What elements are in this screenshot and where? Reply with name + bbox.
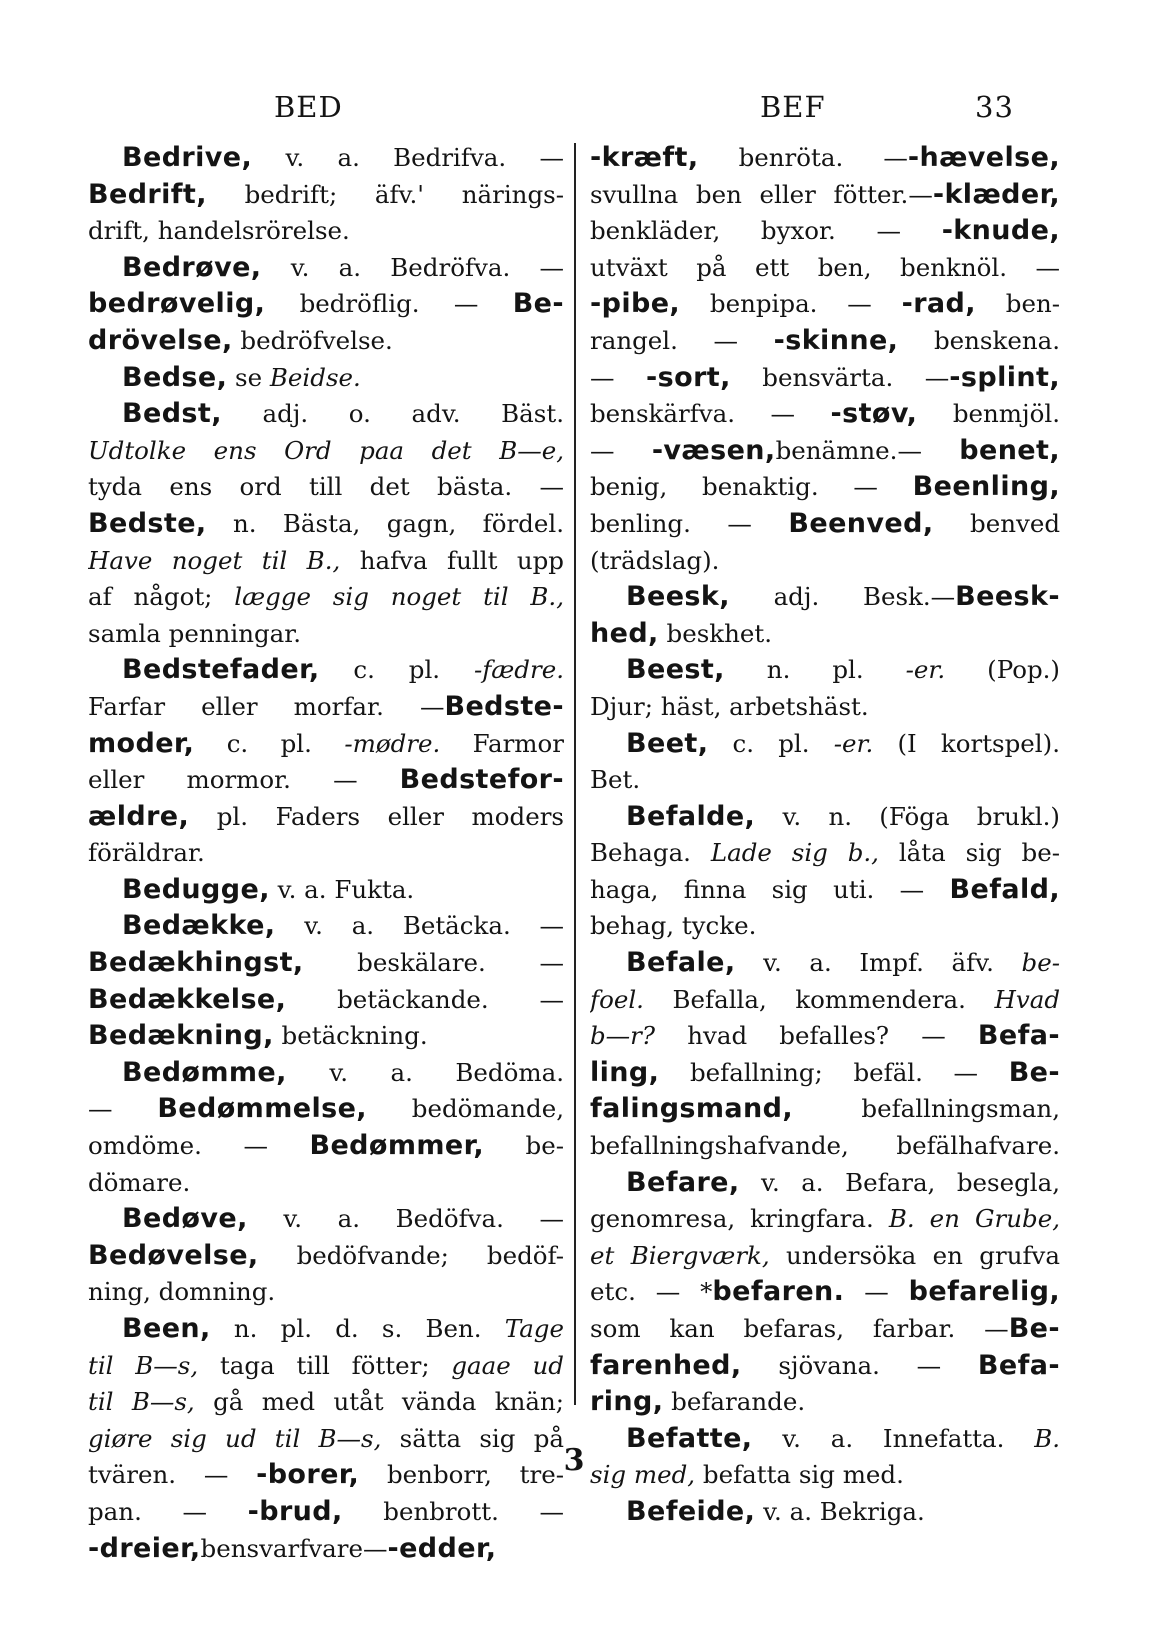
text-line: Bedækkelse, betäckande. —	[88, 983, 564, 1015]
text-line: ring, befarande.	[590, 1386, 806, 1418]
text-line: b—r? hvad befalles? — Befa-	[590, 1020, 1060, 1052]
text-line: Bedrive, v. a. Bedrifva. —	[122, 142, 564, 173]
text-line: -kræft, benröta. —-hævelse,	[590, 142, 1060, 173]
text-line: Beesk, adj. Besk.—Beesk-	[626, 581, 1060, 613]
text-line: som kan befaras, farbar. —Be-	[590, 1313, 1060, 1344]
text-line: ældre, pl. Faders eller moders	[88, 800, 564, 832]
text-line: benling. — Beenved, benved	[590, 507, 1060, 539]
text-line: falingsmand, befallningsman,	[590, 1093, 1060, 1125]
text-line: — -sort, bensvärta. —-splint,	[590, 361, 1060, 393]
text-line: -dreier,bensvarfvare—-edder,	[88, 1532, 497, 1564]
text-line: Been, n. pl. d. s. Ben. Tage	[122, 1313, 564, 1344]
text-line: tyda ens ord till det bästa. —	[88, 472, 564, 502]
text-line: eller mormor. — Bedstefor-	[88, 764, 564, 796]
text-line: til B—s, gå med utåt vända knän;	[88, 1387, 564, 1417]
text-line: foel. Befalla, kommendera. Hvad	[590, 984, 1060, 1014]
text-line: hed, beskhet.	[590, 617, 773, 649]
text-line: Bedrift, bedrift; äfv.' närings-	[88, 178, 564, 210]
text-line: etc. — *befaren. — befarelig,	[590, 1276, 1060, 1308]
text-line: Bedækning, betäckning.	[88, 1020, 428, 1052]
text-line: til B—s, taga till fötter; gaae ud	[88, 1350, 564, 1380]
text-line: Have noget til B., hafva fullt upp	[88, 545, 564, 575]
text-line: benig, benaktig. — Beenling,	[590, 471, 1060, 503]
text-line: föräldrar.	[88, 838, 205, 868]
running-head-left: BED	[274, 90, 343, 124]
text-line: svullna ben eller fötter.—-klæder,	[590, 178, 1060, 210]
text-line: farenhed, sjövana. — Befa-	[590, 1349, 1060, 1381]
text-line: Behaga. Lade sig b., låta sig be-	[590, 838, 1060, 868]
text-line: behag, tycke.	[590, 911, 757, 941]
text-line: Farfar eller morfar. —Bedste-	[88, 690, 564, 722]
text-line: Beet, c. pl. -er. (I kortspel).	[626, 727, 1060, 759]
text-line: Bedugge, v. a. Fukta.	[122, 873, 415, 905]
text-line: Bedække, v. a. Betäcka. —	[122, 910, 564, 942]
text-line: Bet.	[590, 765, 641, 795]
text-line: Udtolke ens Ord paa det B—e,	[88, 435, 564, 465]
text-line: Beest, n. pl. -er. (Pop.)	[626, 654, 1060, 686]
text-line: Befalde, v. n. (Föga brukl.)	[626, 800, 1060, 832]
text-line: Bedømme, v. a. Bedöma.	[122, 1056, 564, 1088]
signature-mark: 3	[563, 1443, 585, 1478]
text-line: Bedrøve, v. a. Bedröfva. —	[122, 251, 564, 283]
text-line: moder, c. pl. -mødre. Farmor	[88, 727, 564, 759]
text-line: Bedøve, v. a. Bedöfva. —	[122, 1203, 564, 1235]
text-line: Befeide, v. a. Bekriga.	[626, 1495, 925, 1527]
text-line: drift, handelsrörelse.	[88, 216, 350, 246]
text-line: dömare.	[88, 1167, 191, 1197]
running-head-center: BEF	[760, 90, 826, 124]
text-line: Befatte, v. a. Innefatta. B.	[626, 1422, 1060, 1454]
column-rule	[574, 143, 576, 1405]
text-line: Djur; häst, arbetshäst.	[590, 691, 869, 721]
text-line: genomresa, kringfara. B. en Grube,	[590, 1204, 1060, 1234]
text-line: — Bedømmelse, bedömande,	[88, 1093, 564, 1125]
text-line: tvären. — -borer, benborr, tre-	[88, 1459, 564, 1491]
text-line: benkläder, byxor. — -knude,	[590, 215, 1060, 247]
text-line: samla penningar.	[88, 618, 302, 648]
text-line: ling, befallning; befäl. — Be-	[590, 1056, 1060, 1088]
text-line: haga, finna sig uti. — Befald,	[590, 873, 1060, 905]
text-line: Bedækhingst, beskälare. —	[88, 947, 564, 979]
text-line: (trädslag).	[590, 545, 720, 575]
text-line: Bedste, n. Bästa, gagn, fördel.	[88, 507, 564, 539]
text-line: ning, domning.	[88, 1277, 276, 1307]
text-line: et Biergværk, undersöka en grufva	[590, 1240, 1060, 1270]
text-line: bedrøvelig, bedröflig. — Be-	[88, 288, 564, 320]
text-line: omdöme. — Bedømmer, be-	[88, 1130, 564, 1162]
right-column	[590, 140, 1060, 1531]
text-line: sig med, befatta sig med.	[590, 1460, 904, 1490]
text-line: Bedøvelse, bedöfvande; bedöf-	[88, 1239, 564, 1271]
text-line: -pibe, benpipa. — -rad, ben-	[590, 288, 1060, 320]
text-line: Bedstefader, c. pl. -fædre.	[122, 654, 564, 686]
text-line: rangel. — -skinne, benskena.	[590, 324, 1060, 356]
text-line: Bedst, adj. o. adv. Bäst.	[122, 398, 564, 430]
text-line: utväxt på ett ben, benknöl. —	[590, 252, 1060, 282]
text-line: benskärfva. — -støv, benmjöl.	[590, 398, 1060, 430]
text-line: — -væsen,benämne.— benet,	[590, 434, 1060, 466]
text-line: Befale, v. a. Impf. äfv. be-	[626, 947, 1060, 979]
text-line: Befare, v. a. Befara, besegla,	[626, 1166, 1060, 1198]
text-line: Bedse, se Beidse.	[122, 361, 361, 393]
left-column	[88, 140, 564, 1567]
text-line: drövelse, bedröfvelse.	[88, 324, 393, 356]
text-line: befallningshafvande, befälhafvare.	[590, 1131, 1060, 1161]
text-line: af något; lægge sig noget til B.,	[88, 582, 564, 612]
page-number: 33	[975, 90, 1014, 124]
text-line: pan. — -brud, benbrott. —	[88, 1495, 564, 1527]
text-line: giøre sig ud til B—s, sätta sig på	[88, 1423, 564, 1453]
